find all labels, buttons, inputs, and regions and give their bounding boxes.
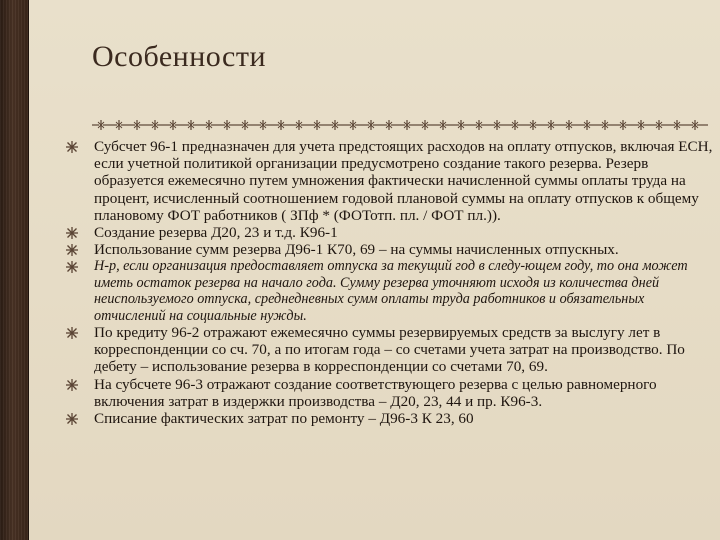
bullet-text: Создание резерва Д20, 23 и т.д. К96-1 — [94, 224, 338, 242]
asterisk-bullet-icon — [66, 244, 78, 256]
slide-title: Особенности — [92, 40, 267, 73]
bullet-text: Списание фактических затрат по ремонту – Д96-3 К 23, 60 — [94, 410, 474, 428]
asterisk-bullet-icon — [66, 227, 78, 239]
bullet-text: Использование сумм резерва Д96-1 К70, 69 – на суммы начисленных отпускных. — [94, 241, 619, 259]
bullet-item-1 — [66, 138, 716, 224]
decorative-sidebar — [0, 0, 29, 540]
bullet-item-6 — [66, 376, 716, 410]
asterisk-bullet-icon — [66, 261, 78, 273]
bullet-item-3 — [66, 241, 716, 258]
bullet-text: На субсчете 96-3 отражают создание соответствующего резерва с целью равномерного включения затрат в издержки производства – Д20, 23, 44 и пр. К96-3. — [94, 375, 657, 410]
ornamental-divider — [92, 118, 708, 132]
asterisk-bullet-icon — [66, 413, 78, 425]
bullet-item-5 — [66, 324, 716, 376]
bullet-item-2 — [66, 224, 716, 241]
bullet-item-4 — [66, 258, 716, 324]
asterisk-bullet-icon — [66, 379, 78, 391]
bullet-item-7 — [66, 410, 716, 427]
asterisk-bullet-icon — [66, 327, 78, 339]
bullet-list — [66, 138, 716, 427]
bullet-text: По кредиту 96-2 отражают ежемесячно суммы резервируемых средств за выслугу лет в корреспонденции со сч. 70, а по итогам года – со счетами учета затрат на производство. По дебету – использование резерва в корреспонденции со счетами 70, 69. — [94, 324, 685, 376]
bullet-text: Н-р, если организация предоставляет отпуска за текущий год в следу-ющем году, то она может иметь остаток резерва на начало года. Сумму резерва уточняют исходя из количества дней неиспользуемого отпуска, среднедневных сумм оплаты труда работников и обязательных отчислений на социальные нужды. — [94, 258, 688, 324]
asterisk-bullet-icon — [66, 141, 78, 153]
bullet-text: Субсчет 96-1 предназначен для учета предстоящих расходов на оплату отпусков, включая ЕСН, если учетной политикой организации предусмотрено создание такого резерва. Резерв образуется ежемесячно путем умножения фактически начисленной суммы оплаты труда на процент, исчисленный соотношением годовой плановой суммы на оплату отпусков к общему плановому ФОТ работников ( ЗПф * (ФОТотп. пл. / ФОТ пл.)). — [94, 138, 713, 224]
